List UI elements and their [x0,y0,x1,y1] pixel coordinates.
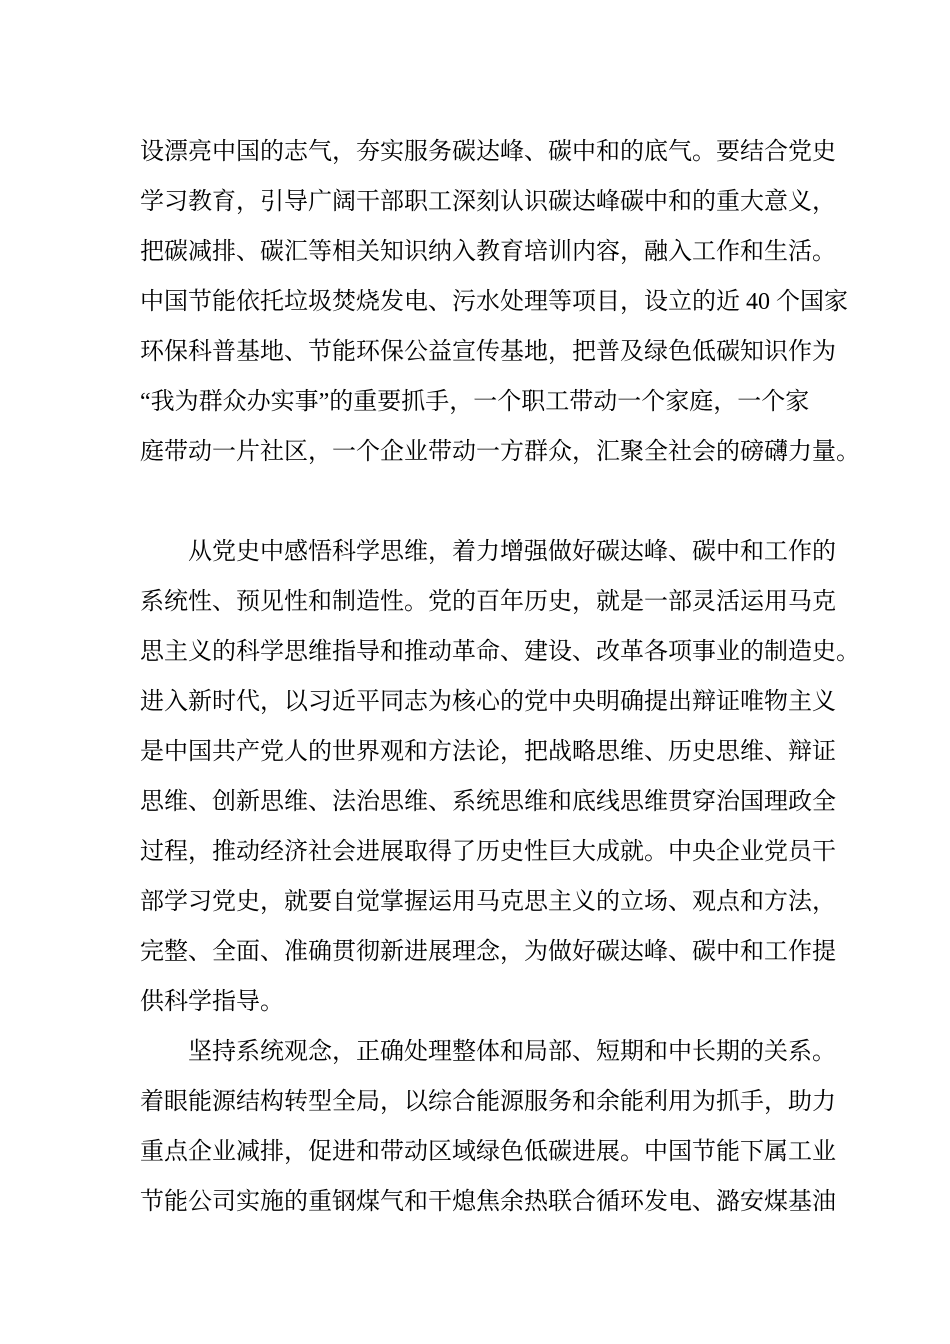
text-line: 从党史中感悟科学思维，着力增强做好碳达峰、碳中和工作的 [140,539,836,565]
text-line: 系统性、预见性和制造性。党的百年历史，就是一部灵活运用马克 [140,589,836,615]
text-line [140,477,852,527]
text-line: 是中国共产党人的世界观和方法论，把战略思维、历史思维、辩证 [140,739,836,765]
paragraph-1-continuation [140,127,860,477]
text-line: 完整、全面、准确贯彻新进展理念，为做好碳达峰、碳中和工作提 [140,939,836,965]
text-line: 进入新时代，以习近平同志为核心的党中央明确提出辩证唯物主义 [140,689,836,715]
text-line: 思维、创新思维、法治思维、系统思维和底线思维贯穿治国理政全 [140,789,836,815]
text-line: 节能公司实施的重钢煤气和干熄焦余热联合循环发电、潞安煤基油 [140,1189,836,1215]
text-line: “我为群众办实事”的重要抓手，一个职工带动一个家庭，一个家 [140,389,810,415]
text-line: 着眼能源结构转型全局，以综合能源服务和余能利用为抓手，助力 [140,1089,836,1115]
blank-line [140,477,852,527]
paragraph-3 [140,1027,852,1227]
text-line: 中国节能依托垃圾焚烧发电、污水处理等项目，设立的近 40 个国家 [140,289,848,315]
text-line: 思主义的科学思维指导和推动革命、建设、改革各项事业的制造史。 [140,639,860,665]
text-line: 过程，推动经济社会进展取得了历史性巨大成就。中央企业党员干 [140,839,836,865]
text-line: 庭带动一片社区，一个企业带动一方群众，汇聚全社会的磅礴力量。 [140,439,860,465]
text-line: 重点企业减排，促进和带动区域绿色低碳进展。中国节能下属工业 [140,1139,836,1165]
text-line: 设漂亮中国的志气，夯实服务碳达峰、碳中和的底气。要结合党史 [140,139,836,165]
paragraph-2 [140,527,860,1027]
document-body [140,127,860,1227]
text-line: 把碳减排、碳汇等相关知识纳入教育培训内容，融入工作和生活。 [140,239,836,265]
text-line: 供科学指导。 [140,989,284,1015]
text-line: 坚持系统观念，正确处理整体和局部、短期和中长期的关系。 [140,1039,836,1065]
text-line: 环保科普基地、节能环保公益宣传基地，把普及绿色低碳知识作为 [140,339,836,365]
text-line: 部学习党史，就要自觉掌握运用马克思主义的立场、观点和方法， [140,889,836,915]
text-line: 学习教育，引导广阔干部职工深刻认识碳达峰碳中和的重大意义， [140,189,836,215]
